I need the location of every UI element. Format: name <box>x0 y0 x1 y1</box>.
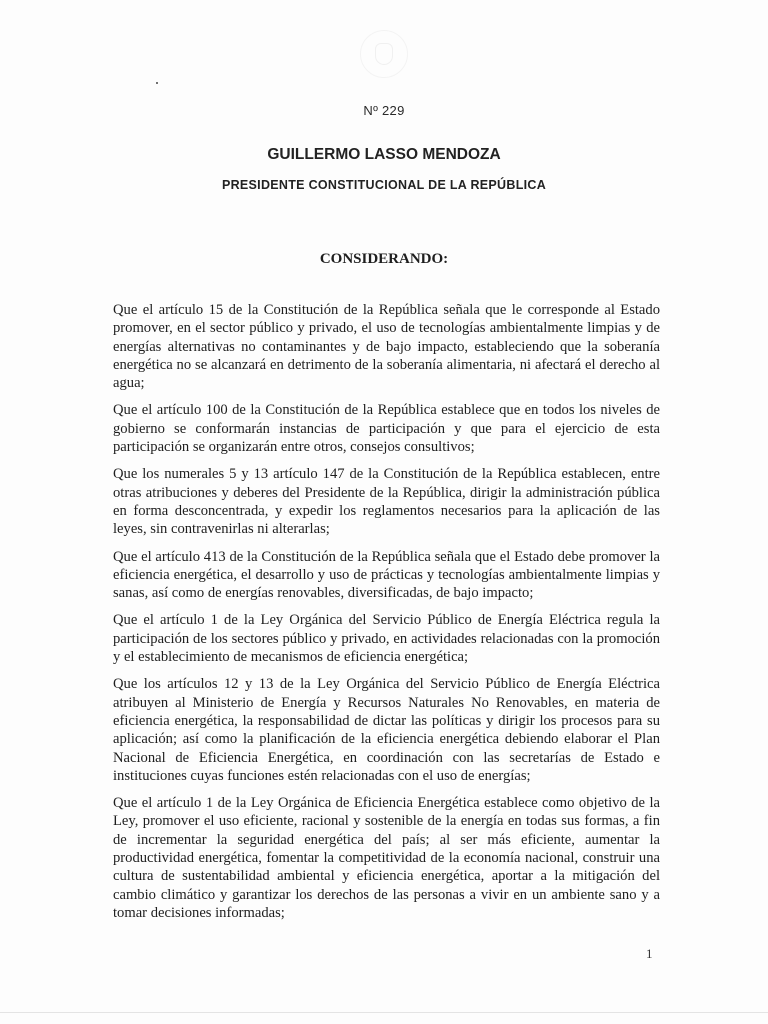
consideration-paragraph: Que el artículo 413 de la Constitución de la República señala que el Estado debe promover la eficiencia energética, el desarrollo y uso de prácticas y tecnologías ambientalmente limpias y sanas, así como de energías renovables, diversificadas, de bajo impacto; <box>113 548 660 602</box>
scan-speck <box>156 82 158 84</box>
section-heading: CONSIDERANDO: <box>319 251 449 267</box>
page-number: 1 <box>646 946 653 961</box>
consideration-paragraph: Que el artículo 1 de la Ley Orgánica de Eficiencia Energética establece como objetivo de la Ley, promover el uso eficiente, racional y sostenible de la energía en todas sus formas, a fin de incrementar la seguridad energética del país; al ser más eficiente, aumentar la productividad energética, fomentar la competitividad de la economía nacional, construir una cultura de sustentabilidad ambiental y eficiencia energética, aportar a la mitigación del cambio climático y garantizar los derechos de las personas a vivir en un ambiente sano y a tomar decisiones informadas; <box>113 795 660 921</box>
considerations-body <box>113 301 660 931</box>
consideration-paragraph: Que los artículos 12 y 13 de la Ley Orgánica del Servicio Público de Energía Eléctrica atribuyen al Ministerio de Energía y Recursos Naturales No Renovables, en materia de eficiencia energética, la responsabilidad de dictar las políticas y dirigir los procesos para su aplicación; así como la planificación de la eficiencia energética debiendo elaborar el Plan Nacional de Eficiencia Energética, en coordinación con las secretarías de Estado e instituciones cuyas funciones estén relacionadas con el uso de energías; <box>113 676 660 784</box>
consideration-paragraph: Que el artículo 100 de la Constitución de la República establece que en todos los niveles de gobierno se conformarán instancias de participación y que para el ejercicio de esta participación se organizarán entre otros, consejos consultivos; <box>113 402 660 456</box>
consideration-paragraph: Que el artículo 15 de la Constitución de la República señala que le corresponde al Estado promover, en el sector público y privado, el uso de tecnologías ambientalmente limpias y de energías alternativas no contaminantes y de bajo impacto, estableciendo que la soberanía energética no se alcanzará en detrimento de la soberanía alimentaria, ni afectará el derecho al agua; <box>113 302 660 392</box>
president-name: GUILLERMO LASSO MENDOZA <box>267 146 501 163</box>
consideration-paragraph: Que el artículo 1 de la Ley Orgánica del Servicio Público de Energía Eléctrica regula la participación de los sectores público y privado, en actividades relacionadas con la promoción y el establecimiento de mecanismos de eficiencia energética; <box>113 612 660 666</box>
scan-edge-line <box>0 1012 768 1013</box>
faded-seal-watermark <box>360 30 408 78</box>
decree-number: Nº 229 <box>363 103 405 118</box>
president-office: PRESIDENTE CONSTITUCIONAL DE LA REPÚBLICA <box>221 178 547 192</box>
consideration-paragraph: Que los numerales 5 y 13 artículo 147 de la Constitución de la República establecen, entre otras atribuciones y deberes del Presidente de la República, dirigir la administración pública en forma desconcentrada, y expedir los reglamentos necesarios para la aplicación de las leyes, sin contravenirlas ni alterarlas; <box>113 466 660 538</box>
